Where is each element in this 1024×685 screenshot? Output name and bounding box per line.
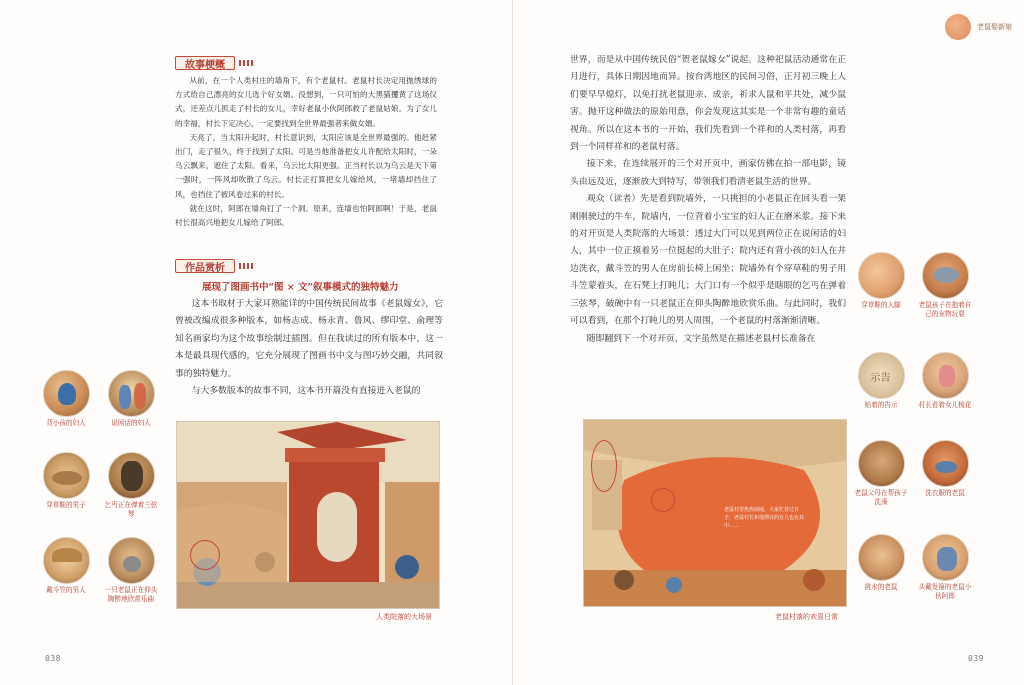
subheading: 展现了图画书中“图 × 文”叙事模式的独特魅力 <box>202 282 399 293</box>
detail-image <box>858 440 905 487</box>
callout-circle <box>591 440 617 492</box>
detail-image <box>922 252 969 299</box>
running-head: 老鼠娶新娘 <box>945 14 1012 40</box>
running-head-emblem <box>945 14 971 40</box>
detail-image <box>43 370 90 417</box>
illustration-inset-text: 老鼠村里热热闹闹，大家忙着过日子，老鼠村长和他漂亮的女儿也在其中…… <box>724 507 805 529</box>
detail-image <box>858 252 905 299</box>
detail-image <box>43 452 90 499</box>
body-paragraph: 接下来，在连续展开的三个对开页中，画家仿佛在拍一部电影，镜头由远及近，逐渐放大到特写，带领我们看清老鼠生活的世界。 <box>570 159 846 187</box>
story-paragraph: 从前，在一个人类村庄的墙角下，有个老鼠村。老鼠村长决定用抛绣球的方式给自己漂亮的女儿选个好女婿。没想到，一只可怕的大黑猫攫黄了这场仪式，还差点儿抓走了村长的女儿，幸好老鼠小伙阿郎救了老鼠姑娘。为了女儿的幸福，村长下定决心，一定要找到全世界最强者来做女婿。 <box>175 76 437 128</box>
mouse-village-illustration <box>583 419 847 607</box>
thumb-r7: 挑水的老鼠 <box>853 534 909 592</box>
page-number: 039 <box>968 654 984 663</box>
body-paragraph: 与大多数版本的故事不同，这本书开篇没有直接进入老鼠的 <box>191 386 421 397</box>
page-number: 038 <box>45 654 61 663</box>
heading-ornament <box>239 263 253 269</box>
thumb-r6: 洗衣服的老鼠 <box>917 440 973 498</box>
courtyard-illustration <box>176 421 440 609</box>
appreciation-heading: 作品赏析 <box>175 259 253 273</box>
thumb-1: 背小孩的妇人 <box>38 370 94 428</box>
story-paragraph: 就在这时，阿郎在墙角打了一个洞。原来，连墙也怕阿郎啊！于是，老鼠村长很高兴地把女儿嫁给了阿郎。 <box>175 203 437 228</box>
right-page <box>512 0 1024 685</box>
body-paragraph: 观众（读者）先是看到院墙外，一只挑担的小老鼠正在回头看一架刚刚驶过的牛车，院墙内，一位背着小宝宝的妇人正在磨米浆。接下来的对开页是人类院落的大场景：透过大门可以见到两位正在说闲话的妇人，其中一位正摸着另一位挺起的大肚子；院内还有背小孩的妇人在井边洗衣，戴斗笠的男人在房前长椅上闲坐；院墙外有个穿草鞋的男子用斗笠蒙着头，在石凳上打盹儿；大门口有一个似乎是瞎眼的乞丐在弹着三弦琴，破碗中有一只老鼠正在仰头陶醉地欣赏乐曲。与此同时，我们可以看到，在那个打盹儿的男人周围，一个老鼠的村落渐渐清晰。 <box>570 194 846 327</box>
thumb-r3: 示告 贴着的告示 <box>853 352 909 410</box>
thumb-5: 戴斗笠的男人 <box>38 537 94 595</box>
thumb-r4: 村长看着女儿梳花 <box>917 352 973 410</box>
story-text <box>175 74 437 230</box>
detail-image <box>922 534 969 581</box>
story-heading: 故事梗概 <box>175 56 253 70</box>
thumb-r5: 老鼠父母在帮孩子洗澡 <box>853 440 909 507</box>
thumb-r2: 老鼠孩子在抱着自己的宠物玩耍 <box>917 252 973 319</box>
thumb-3: 穿草鞋的男子 <box>38 452 94 510</box>
detail-image <box>108 537 155 584</box>
thumb-2: 说闲话的妇人 <box>103 370 159 428</box>
thumb-6: 一只老鼠正在仰头陶醉地欣赏乐曲 <box>103 537 159 604</box>
body-paragraph: 随即翻到下一个对开页，文字虽然是在描述老鼠村长准备在 <box>586 333 816 344</box>
appreciation-text <box>175 296 443 400</box>
detail-image <box>43 537 90 584</box>
story-paragraph: 天亮了，当太阳升起时，村长意识到，太阳应该是全世界最强的。他赶紧出门，走了很久，终于找到了太阳。可是当他准备把女儿许配给太阳时，一朵乌云飘来，遮住了太阳。看来，乌云比太阳更强。正当村长以为乌云是天下第一强时，一阵风却吹散了乌云。村长正打算把女儿嫁给风，一堵墙却挡住了风，也挡住了被风卷过来的村长。 <box>175 132 437 199</box>
detail-image <box>858 534 905 581</box>
body-paragraph: 世界，而是从中国传统民俗“贺老鼠嫁女”说起。这种祀鼠活动通常在正月进行，具体日期因地而异。按台湾地区的民间习俗，正月初三晚上人们要早早熄灯，以免打扰老鼠迎亲、成亲，祈求人鼠和平共处，减少鼠害。抛开这种做法的原始用意，你会发现这其实是一个非常有趣的童话视角。所以在这本书的一开始，我们先看到一个祥和的人类村落，再看到一个同样祥和的老鼠村落。 <box>570 55 846 153</box>
detail-image <box>922 440 969 487</box>
detail-image <box>108 370 155 417</box>
callout-circle <box>190 540 220 570</box>
detail-image: 示告 <box>858 352 905 399</box>
thumb-r8: 头戴发箍的老鼠小伙阿郎 <box>917 534 973 601</box>
right-body-text <box>570 52 846 348</box>
thumb-4: 乞丐正在弹着三弦琴 <box>103 452 159 519</box>
detail-image <box>108 452 155 499</box>
detail-image <box>922 352 969 399</box>
illustration-caption: 人类院落的大场景 <box>376 613 432 621</box>
heading-ornament <box>239 60 253 66</box>
thumb-r1: 穿草鞋的人脚 <box>853 252 909 310</box>
body-paragraph: 这本书取材于大家耳熟能详的中国传统民间故事《老鼠嫁女》，它曾被改编成很多种版本，如杨志成、杨永青、鲁风、缪印堂、俞理等知名画家均为这个故事绘制过插图。但在我读过的所有版本中，这一本是最具现代感的，它充分展现了图画书中文与图巧妙交融，共同叙事的独特魅力。 <box>175 299 443 379</box>
illustration-caption: 老鼠村落的欢喜日常 <box>775 613 838 621</box>
callout-circle <box>651 488 675 512</box>
